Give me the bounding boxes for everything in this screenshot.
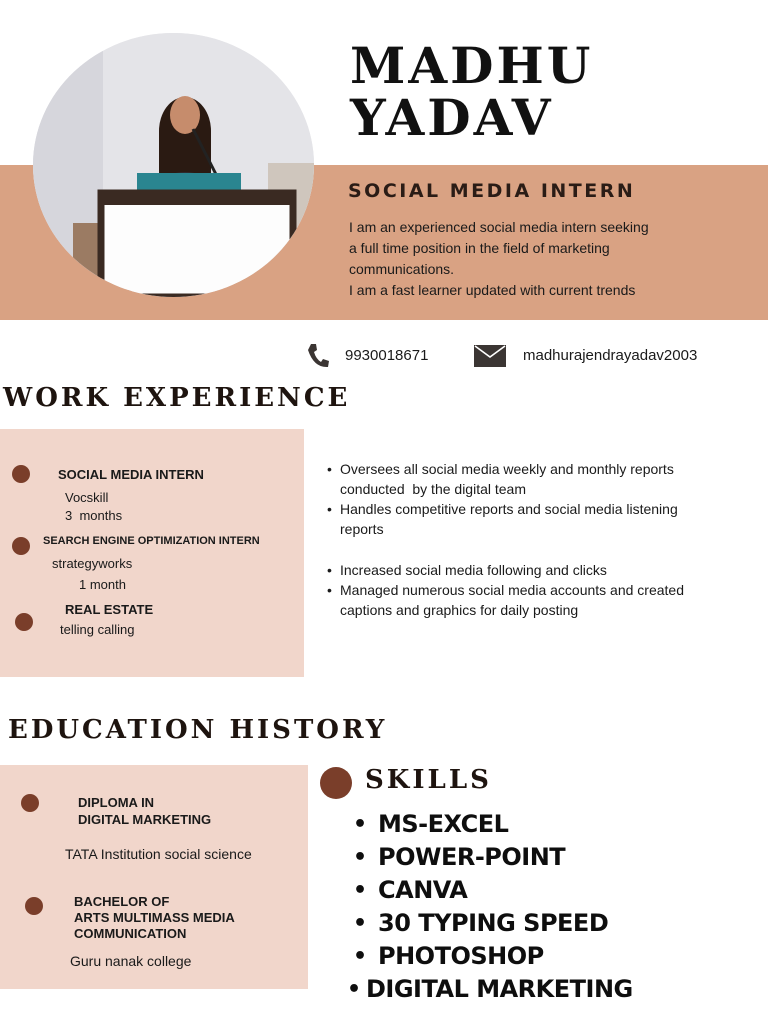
summary-line: communications. (349, 261, 455, 277)
experience-bullet: • Handles competitive reports and social media listening reports (327, 499, 747, 539)
candidate-name (350, 36, 594, 147)
profile-summary (349, 217, 709, 301)
experience-bullet: • Managed numerous social media accounts and created captions and graphics for daily posting (327, 580, 747, 620)
education-degree: BACHELOR OF ARTS MULTIMASS MEDIA COMMUNICATION (74, 894, 235, 941)
experience-bullet: • Increased social media following and clicks (327, 560, 747, 580)
summary-line: I am an experienced social media intern seeking (349, 219, 649, 235)
name-line-2: YADAV (350, 88, 554, 147)
speaker-illustration (33, 33, 314, 297)
skills-heading: SKILLS (365, 765, 492, 795)
job-title: SEARCH ENGINE OPTIMIZATION INTERN (43, 535, 260, 547)
skill-item: • POWER-POINT (353, 841, 633, 874)
job-company: telling calling (60, 622, 135, 637)
job-company: Vocskill (65, 490, 109, 505)
skill-item: • 30 TYPING SPEED (353, 907, 633, 940)
job-bullet-dot (12, 537, 30, 555)
skills-list (353, 808, 633, 1006)
job-title: SOCIAL MEDIA INTERN (58, 467, 204, 482)
phone-icon (306, 342, 330, 375)
phone-number: 9930018671 (345, 347, 429, 364)
job-duration: 3 months (65, 508, 123, 523)
skill-item: • CANVA (353, 874, 633, 907)
experience-bullet: • Oversees all social media weekly and monthly reports conducted by the digital team (327, 459, 747, 499)
name-line-1: MADHU (350, 36, 594, 95)
job-bullet-dot (15, 613, 33, 631)
envelope-icon (474, 345, 506, 372)
work-experience-bullets (327, 459, 747, 620)
profile-photo (33, 33, 314, 297)
job-title: REAL ESTATE (65, 602, 154, 617)
skills-dot (320, 767, 352, 799)
summary-line: I am a fast learner updated with current trends (349, 282, 636, 298)
summary-line: a full time position in the field of marketing (349, 240, 610, 256)
work-experience-heading: WORK EXPERIENCE (3, 383, 351, 413)
email-address: madhurajendrayadav2003 (523, 347, 698, 364)
education-bullet-dot (25, 897, 43, 915)
education-bullet-dot (21, 794, 39, 812)
skill-item: • MS-EXCEL (353, 808, 633, 841)
skill-item: • DIGITAL MARKETING (347, 973, 633, 1006)
job-company: strategyworks (52, 556, 133, 571)
education-heading: EDUCATION HISTORY (8, 715, 388, 745)
job-bullet-dot (12, 465, 30, 483)
education-institution: TATA Institution social science (65, 846, 252, 862)
education-degree: DIPLOMA IN DIGITAL MARKETING (78, 795, 212, 827)
skill-item: • PHOTOSHOP (353, 940, 633, 973)
education-institution: Guru nanak college (70, 953, 192, 969)
job-duration: 1 month (79, 577, 126, 592)
role-title: SOCIAL MEDIA INTERN (348, 180, 636, 202)
